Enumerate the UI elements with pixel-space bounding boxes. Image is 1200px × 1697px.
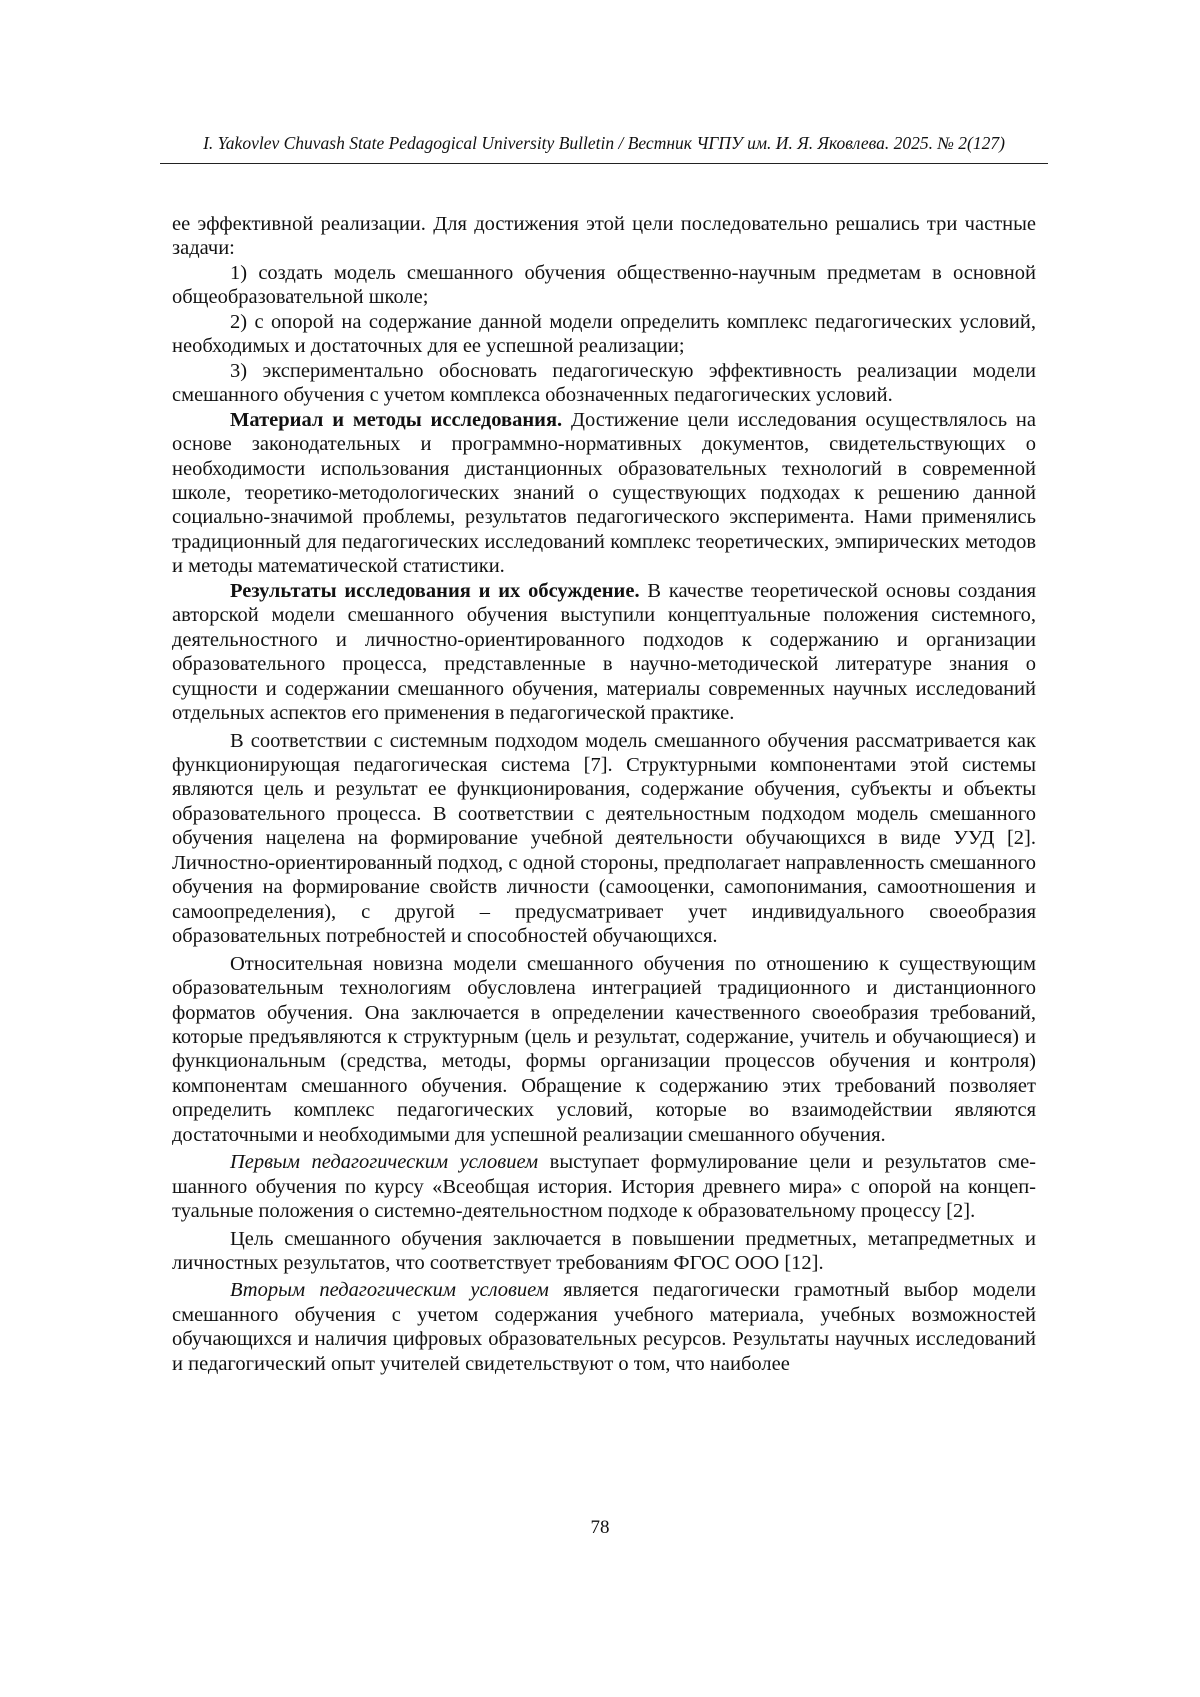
paragraph-task-2: 2) с опорой на содержание данной модели определить комплекс педагогических условий, необходимых и достаточных для ее успешной реализации; xyxy=(172,310,1036,358)
second-condition-term: Вторым педагогическим условием xyxy=(230,1279,549,1302)
paragraph-system-approach: В соответствии с системным подходом модель смешанного обучения рассматривается как функционирующая педагогическая система [7]. Структурными компонентами этой системы являются цель и результат ее функционирования, содержание обучения, субъекты и объекты образовательного процесса. В соответствии с деятельностным подходом модель смешанного обучения нацелена на формирование учебной деятельности обучающихся в виде УУД [2]. Личностно-ориентированный подход, с одной стороны, предполагает направленность смешанного обучения на формирование свойств личности (самооценки, самопонимания, самоотношения и самоопределения), с другой – предусматривает учет индивидуального своеобразия образовательных потребностей и способностей обучающихся. xyxy=(172,729,1036,948)
paragraph-task-3: 3) экспериментально обосновать педагогическую эффективность реализации модели смешанного обучения с учетом комплекса обозначенных педагогических условий. xyxy=(172,359,1036,407)
paragraph-materials-methods xyxy=(172,408,1036,579)
first-condition-term: Первым педагогическим условием xyxy=(230,1151,539,1174)
running-header: I. Yakovlev Chuvash State Pedagogical University Bulletin / Вестник ЧГПУ им. И. Я. Яковлева. 2025. № 2(127) xyxy=(203,133,1005,153)
second-condition-text: является педагогически грамотный выбор модели смешанного обучения с учетом содержания учебного материала, учебных возможностей обучающихся и наличия цифровых образовательных ресурсов. Результаты научных исследований и педагогический опыт учителей свидетельствуют о том, что наиболее xyxy=(172,1279,1036,1375)
first-condition-text: выступает формулирование цели и результатов смешанного обучения по курсу «Всеобщая история. История древнего мира» с опорой на концептуальные положения о системно-деятельностном подходе к образовательному процессу [2]. xyxy=(172,1151,1036,1223)
paragraph-goal: Цель смешанного обучения заключается в повышении предметных, метапредметных и личностных результатов, что соответствует требованиям ФГОС ООО [12]. xyxy=(172,1227,1036,1275)
paragraph-first-condition xyxy=(172,1150,1036,1223)
paragraph-novelty: Относительная новизна модели смешанного обучения по отношению к существующим образовательным технологиям обусловлена интеграцией традиционного и дистанционного форматов обучения. Она заключается в определении качественного своеобразия требований, которые предъявляются к структурным (цель и результат, содержание, учитель и обучающиеся) и функциональным (средства, методы, формы организации процессов обучения и контроля) компонентам смешанного обучения. Обращение к содержанию этих требований позволяет определить комплекс педагогических условий, которые во взаимодействии являются достаточными и необходимыми для успешной реализации смешанного обучения. xyxy=(172,952,1036,1146)
page-number: 78 xyxy=(590,1517,610,1538)
paragraph-task-1: 1) создать модель смешанного обучения общественно-научным предметам в основной общеобразовательной школе; xyxy=(172,261,1036,309)
paragraph-results xyxy=(172,579,1036,726)
article-body xyxy=(172,212,1036,1376)
paragraph-intro: ее эффективной реализации. Для достижения этой цели последовательно решались три частные задачи: xyxy=(172,213,1036,260)
materials-text: Достижение цели исследования осуществлялось на основе законодательных и программно-нормативных документов, свидетельствующих о необходимости использования дистанционных образовательных технологий в современной школе, теоретико-методологических знаний о существующих подходах к решению данной социально-значимой проблемы, результатов педагогического эксперимента. Нами применялись традиционный для педагогических исследований комплекс теоретических, эмпирических методов и методы математической статистики. xyxy=(172,408,1037,578)
header-divider xyxy=(160,163,1048,164)
paragraph-second-condition xyxy=(172,1278,1036,1376)
section-heading-results: Результаты исследования и их обсуждение. xyxy=(230,579,640,602)
results-text: В качестве теоретической основы создания авторской модели смешанного обучения выступили концептуальные положения системного, деятельностного и личностно-ориентированного подходов к содержанию и организации образовательного процесса, представленные в научно-методической литературе знания о сущности и содержании смешанного обучения, материалы современных научных исследований отдельных аспектов его применения в педагогической практике. xyxy=(172,579,1036,725)
section-heading-materials: Материал и методы исследования. xyxy=(230,408,563,431)
